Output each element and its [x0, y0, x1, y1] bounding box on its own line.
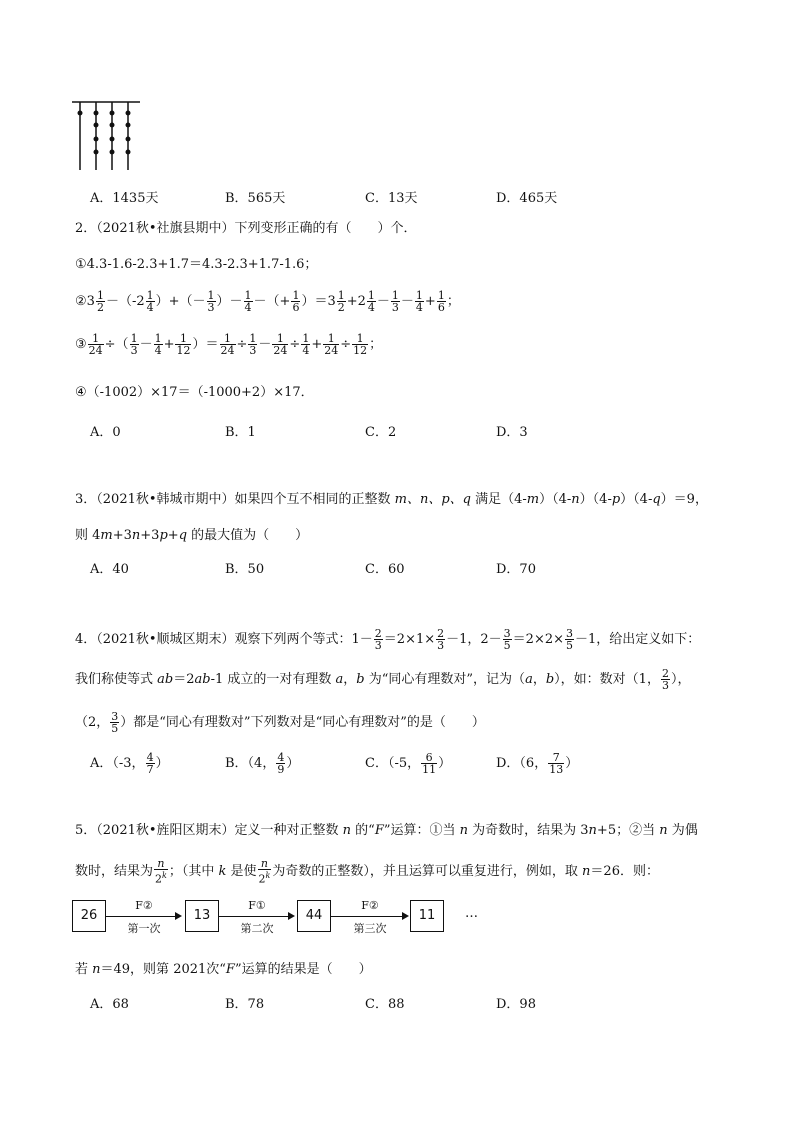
q2-stem: 2．（2021秋•社旗县期中）下列变形正确的有（ ）个． [75, 221, 417, 236]
q1-option-c[interactable]: C．13天 [365, 191, 418, 206]
q1-option-a[interactable]: A．1435天 [90, 191, 159, 206]
flow-box-1: 26 [72, 900, 106, 932]
q4-option-d[interactable]: D．（6， $\frac{7}{13}$ ） [496, 751, 579, 776]
q3-option-d[interactable]: D．70 [496, 562, 536, 577]
q3-option-b[interactable]: B．50 [225, 562, 265, 577]
flow-box-3: 44 [297, 900, 331, 932]
q4-option-c[interactable]: C．（-5， $\frac{6}{11}$ ） [365, 751, 452, 776]
q4-stem-line-2: 我们称使等式 ab＝2ab-1 成立的一对有理数 a，b 为“同心有理数对”，记为（a，b），如：数对（1， $\frac{2}{3}$ ）， [75, 667, 691, 692]
q2-option-b[interactable]: B．1 [225, 425, 256, 440]
q2-item-1: ①4.3-1.6-2.3+1.7＝4.3-2.3+1.7-1.6； [75, 257, 318, 272]
q2-option-d[interactable]: D．3 [496, 425, 528, 440]
flow-box-4: 11 [410, 900, 444, 932]
flow-arrow-1 [106, 899, 182, 939]
flow-step-2: 第二次 [240, 922, 274, 935]
q4-options [90, 752, 690, 782]
flow-arrow-2 [219, 899, 295, 939]
flow-step-1: 第一次 [127, 922, 161, 935]
q4-option-b[interactable]: B．（4， $\frac{4}{9}$ ） [225, 751, 300, 776]
flow-op-3: F② [361, 899, 379, 912]
q4-stem-line-3: （2， $\frac{3}{5}$ ）都是“同心有理数对”下列数对是“同心有理数对”的是（ ） [75, 710, 485, 735]
q1-option-d[interactable]: D．465天 [496, 191, 558, 206]
flow-op-1: F② [135, 899, 153, 912]
q2-item-2: ②3 $\frac{1}{2}$ －（-2 $\frac{1}{4}$ ）+（－ $\frac{1}{3}$ ）－ $\frac{1}{4}$ －（+ $\frac{1}{6}$ ）＝3 $\frac{1}{2}$ +2 $\frac{1}{4}$ － $\frac{1}{3}$ － $\frac{1}{4}$ + $\frac{1}{6}$ ； [75, 289, 460, 314]
q3-stem-line-1: 3．（2021秋•韩城市期中）如果四个互不相同的正整数 m、n、p、q 满足（4-m）（4-n）（4-p）（4-q）＝9， [75, 492, 708, 507]
flow-op-2: F① [248, 899, 266, 912]
q3-option-c[interactable]: C．60 [365, 562, 405, 577]
flow-step-3: 第三次 [353, 922, 387, 935]
flow-arrow-3 [331, 899, 409, 939]
q5-stem-line-1: 5．（2021秋•旌阳区期末）定义一种对正整数 n 的“F”运算：①当 n 为奇数时，结果为 3n+5；②当 n 为偶 [75, 823, 698, 838]
q3-option-a[interactable]: A．40 [90, 562, 129, 577]
q5-stem-line-2: 数时，结果为 $\frac{n}{2^k}$ ；（其中 k 是使 $\frac{n}{2^k}$ 为奇数的正整数），并且运算可以重复进行，例如，取 n＝26．则： [75, 857, 659, 886]
q1-options [90, 187, 690, 207]
q5-options [90, 993, 690, 1013]
flow-box-2: 13 [185, 900, 219, 932]
q4-option-a[interactable]: A．（-3， $\frac{4}{7}$ ） [90, 751, 169, 776]
q1-option-b[interactable]: B．565天 [225, 191, 286, 206]
q5-option-a[interactable]: A．68 [90, 997, 129, 1012]
flow-ellipsis: … [465, 906, 478, 921]
q2-option-a[interactable]: A．0 [90, 425, 121, 440]
q2-item-3: ③ $\frac{1}{24}$ ÷（ $\frac{1}{3}$ － $\frac{1}{4}$ + $\frac{1}{12}$ ）＝ $\frac{1}{24}$ ÷ $\frac{1}{3}$ － $\frac{1}{24}$ ÷ $\frac{1}{4}$ + $\frac{1}{24}$ ÷ $\frac{1}{12}$ ； [75, 332, 383, 357]
q5-option-c[interactable]: C．88 [365, 997, 405, 1012]
q2-item-4: ④（-1002）×17＝（-1000+2）×17． [75, 385, 314, 400]
q5-option-b[interactable]: B．78 [225, 997, 265, 1012]
q3-options [90, 558, 690, 578]
q5-option-d[interactable]: D．98 [496, 997, 536, 1012]
q5-stem-line-3: 若 n＝49，则第 2021次“F”运算的结果是（ ） [75, 962, 372, 977]
q2-option-c[interactable]: C．2 [365, 425, 397, 440]
q3-stem-line-2: 则 4m+3n+3p+q 的最大值为（ ） [75, 528, 309, 543]
q4-stem-line-1: 4．（2021秋•顺城区期末）观察下列两个等式：1－ $\frac{2}{3}$ ＝2×1× $\frac{2}{3}$ －1，2－ $\frac{3}{5}$ ＝2×2× $\frac{3}{5}$ －1，给出定义如下： [75, 627, 701, 652]
abacus-figure [72, 98, 142, 172]
q2-options [90, 421, 690, 441]
